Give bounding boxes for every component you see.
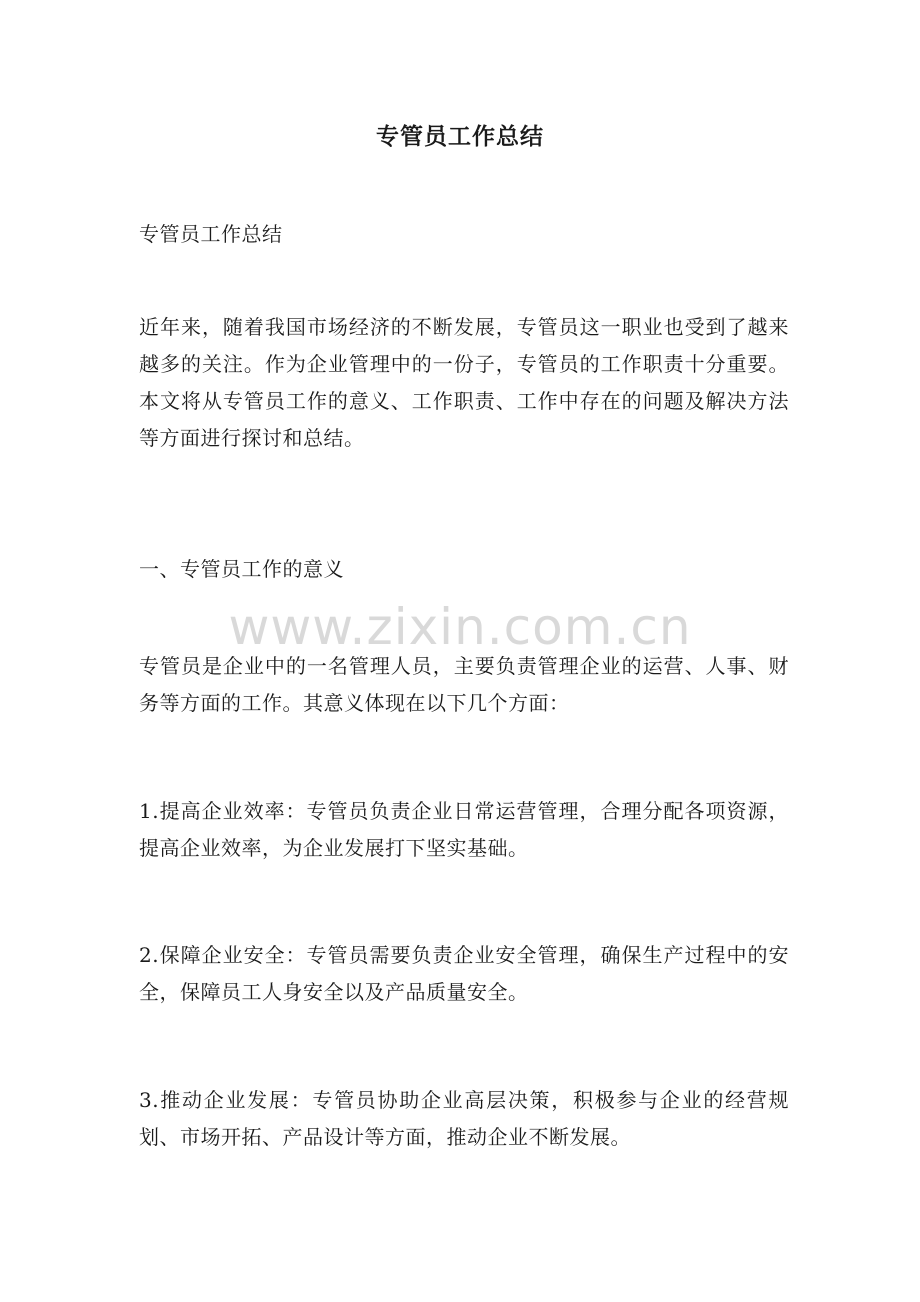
intro-paragraph: 近年来，随着我国市场经济的不断发展，专管员这一职业也受到了越来越多的关注。作为企业管理中的一份子，专管员的工作职责十分重要。本文将从专管员工作的意义、工作职责、工作中存在的问题及解决方法等方面进行探讨和总结。 <box>139 315 789 450</box>
section-heading: 一、专管员工作的意义 <box>139 557 344 581</box>
section-paragraph: 专管员是企业中的一名管理人员，主要负责管理企业的运营、人事、财务等方面的工作。其意义体现在以下几个方面： <box>139 654 789 715</box>
document-title: 专管员工作总结 <box>376 123 544 150</box>
watermark: www.zixin.com.cn <box>228 598 692 656</box>
list-item-3: 3.推动企业发展：专管员协助企业高层决策，积极参与企业的经营规划、市场开拓、产品设计等方面，推动企业不断发展。 <box>139 1088 789 1149</box>
list-item-2: 2.保障企业安全：专管员需要负责企业安全管理，确保生产过程中的安全，保障员工人身安全以及产品质量安全。 <box>139 943 789 1004</box>
subtitle-paragraph: 专管员工作总结 <box>139 222 283 246</box>
list-item-1: 1.提高企业效率：专管员负责企业日常运营管理，合理分配各项资源，提高企业效率，为企业发展打下坚实基础。 <box>139 799 789 860</box>
